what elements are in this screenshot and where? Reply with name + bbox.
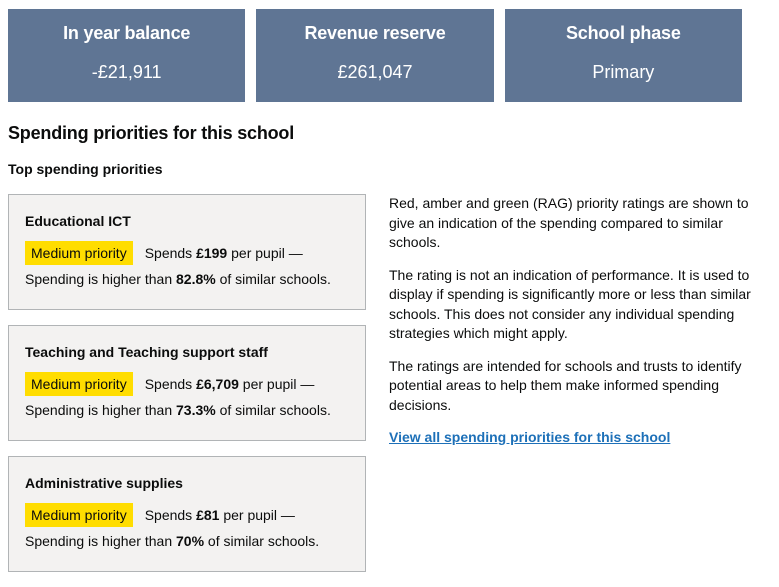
spends-prefix: Spends: [144, 507, 197, 523]
stat-title: School phase: [566, 23, 681, 43]
compare-prefix: Spending is higher than: [25, 402, 176, 418]
section-heading: Spending priorities for this school: [8, 123, 295, 143]
rag-info-panel: [389, 194, 754, 448]
stat-value: £261,047: [337, 62, 413, 82]
spends-prefix: Spends: [144, 376, 197, 392]
spends-suffix: per pupil —: [238, 376, 315, 392]
stat-value: Primary: [592, 62, 655, 82]
stat-value: -£21,911: [91, 62, 162, 82]
info-paragraph: The rating is not an indication of performance. It is used to display if spending is significantly more or less than similar schools. This does not consider any individual spending strategies which might apply.: [389, 266, 751, 341]
priority-compare-line: [25, 531, 349, 551]
priority-card-administrative-supplies: [8, 456, 366, 572]
priority-badge: Medium priority: [25, 503, 133, 527]
priority-compare-line: [25, 400, 349, 420]
priority-spend-line: [25, 372, 349, 396]
priority-spend-line: [25, 503, 349, 527]
compare-percent: 82.8%: [176, 271, 216, 287]
info-paragraph: Red, amber and green (RAG) priority ratings are shown to give an indication of the spending compared to similar schools.: [389, 195, 749, 250]
info-paragraph: The ratings are intended for schools and trusts to identify potential areas to help them make informed spending decisions.: [389, 357, 742, 413]
stat-title: In year balance: [63, 23, 191, 43]
spend-amount: £81: [196, 507, 220, 523]
sub-heading: Top spending priorities: [8, 161, 163, 177]
spend-amount: £6,709: [196, 376, 239, 392]
priority-card-educational-ict: [8, 194, 366, 310]
priority-compare-line: [25, 269, 349, 289]
priority-title: Educational ICT: [25, 213, 131, 229]
spends-suffix: per pupil —: [227, 245, 303, 261]
stat-title: Revenue reserve: [304, 23, 446, 43]
priority-card-teaching-staff: [8, 325, 366, 441]
compare-percent: 73.3%: [176, 402, 216, 418]
stat-revenue-reserve: [256, 9, 493, 102]
summary-stats: [8, 9, 742, 102]
priority-cards: [8, 194, 366, 587]
stat-school-phase: [505, 9, 742, 102]
compare-suffix: of similar schools.: [204, 533, 320, 549]
priority-title: Administrative supplies: [25, 475, 183, 491]
priority-title: Teaching and Teaching support staff: [25, 344, 268, 360]
compare-prefix: Spending is higher than: [25, 271, 176, 287]
priority-spend-line: [25, 241, 349, 265]
compare-suffix: of similar schools.: [215, 402, 331, 418]
spend-amount: £199: [196, 245, 228, 261]
stat-in-year-balance: [8, 9, 245, 102]
compare-suffix: of similar schools.: [215, 271, 331, 287]
priority-badge: Medium priority: [25, 241, 133, 265]
compare-percent: 70%: [176, 533, 205, 549]
spends-prefix: Spends: [144, 245, 197, 261]
view-all-priorities-link[interactable]: View all spending priorities for this school: [389, 429, 671, 445]
priority-badge: Medium priority: [25, 372, 133, 396]
compare-prefix: Spending is higher than: [25, 533, 176, 549]
spends-suffix: per pupil —: [219, 507, 295, 523]
